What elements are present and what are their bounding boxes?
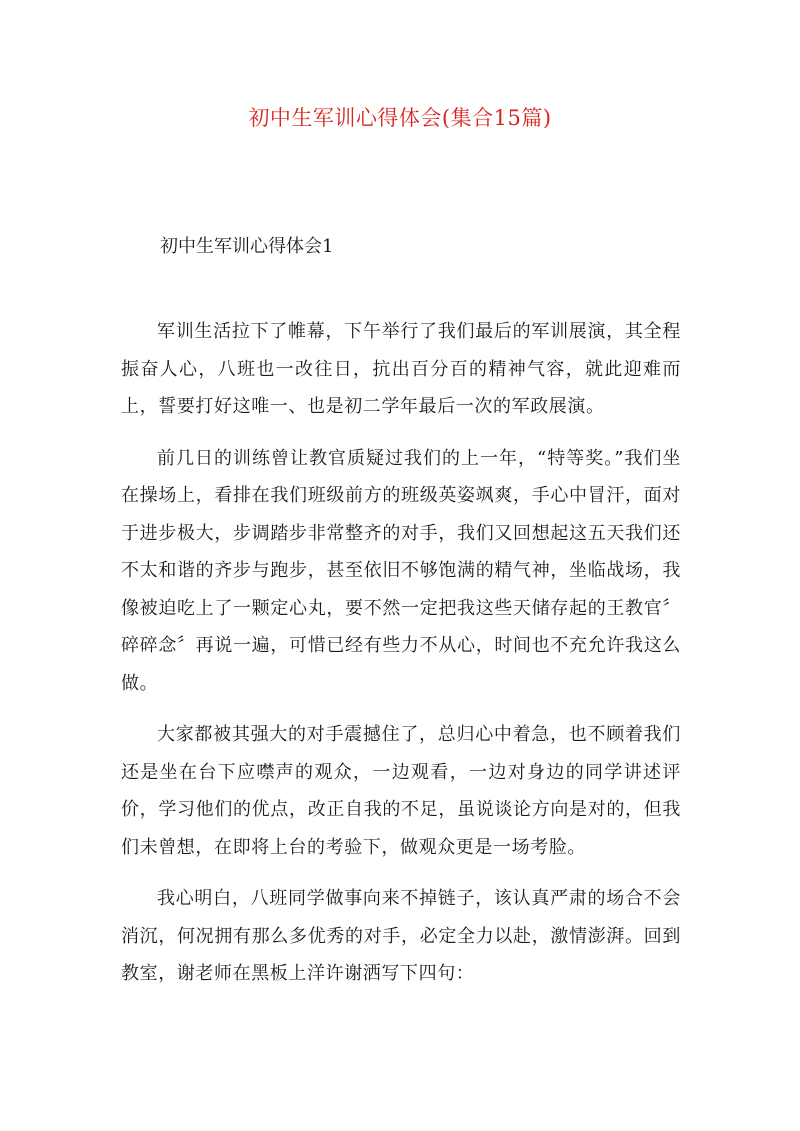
paragraph: 我心明白，八班同学做事向来不掉链子，该认真严肃的场合不会消沉，何况拥有那么多优秀的对手，必定全力以赴，激情澎湃。回到教室，谢老师在黑板上洋许谢洒写下四句： — [121, 888, 681, 984]
paragraph: 前几日的训练曾让教官质疑过我们的上一年，“特等奖。”我们坐在操场上，看排在我们班级前方的班级英姿飒爽，手心中冒汗，面对于进步极大，步调踏步非常整齐的对手，我们又回想起这五天我们还不太和谐的齐步与跑步，甚至依旧不够饱满的精气神，坐临战场，我像被迫吃上了一颗定心丸，要不然一定把我这些天储存起的王教官〞碎碎念〞再说一遍，可惜已经有些力不从心，时间也不充允许我这么做。 — [121, 447, 681, 694]
paragraph: 军训生活拉下了帷幕，下午举行了我们最后的军训展演，其全程振奋人心，八班也一改往日，抗出百分百的精神气容，就此迎难而上，誓要打好这唯一、也是初二学年最后一次的军政展演。 — [121, 321, 681, 417]
section-heading: 初中生军训心得体会1 — [160, 236, 334, 257]
paragraph: 大家都被其强大的对手震撼住了，总归心中着急，也不顾着我们还是坐在台下应噤声的观众，一边观看，一边对身边的同学讲述评价，学习他们的优点，改正自我的不足，虽说谈论方向是对的，但我们未曾想，在即将上台的考验下，做观众更是一场考脸。 — [121, 724, 681, 858]
document-title: 初中生军训心得体会(集合15篇) — [248, 106, 552, 130]
document-body — [121, 313, 681, 1007]
